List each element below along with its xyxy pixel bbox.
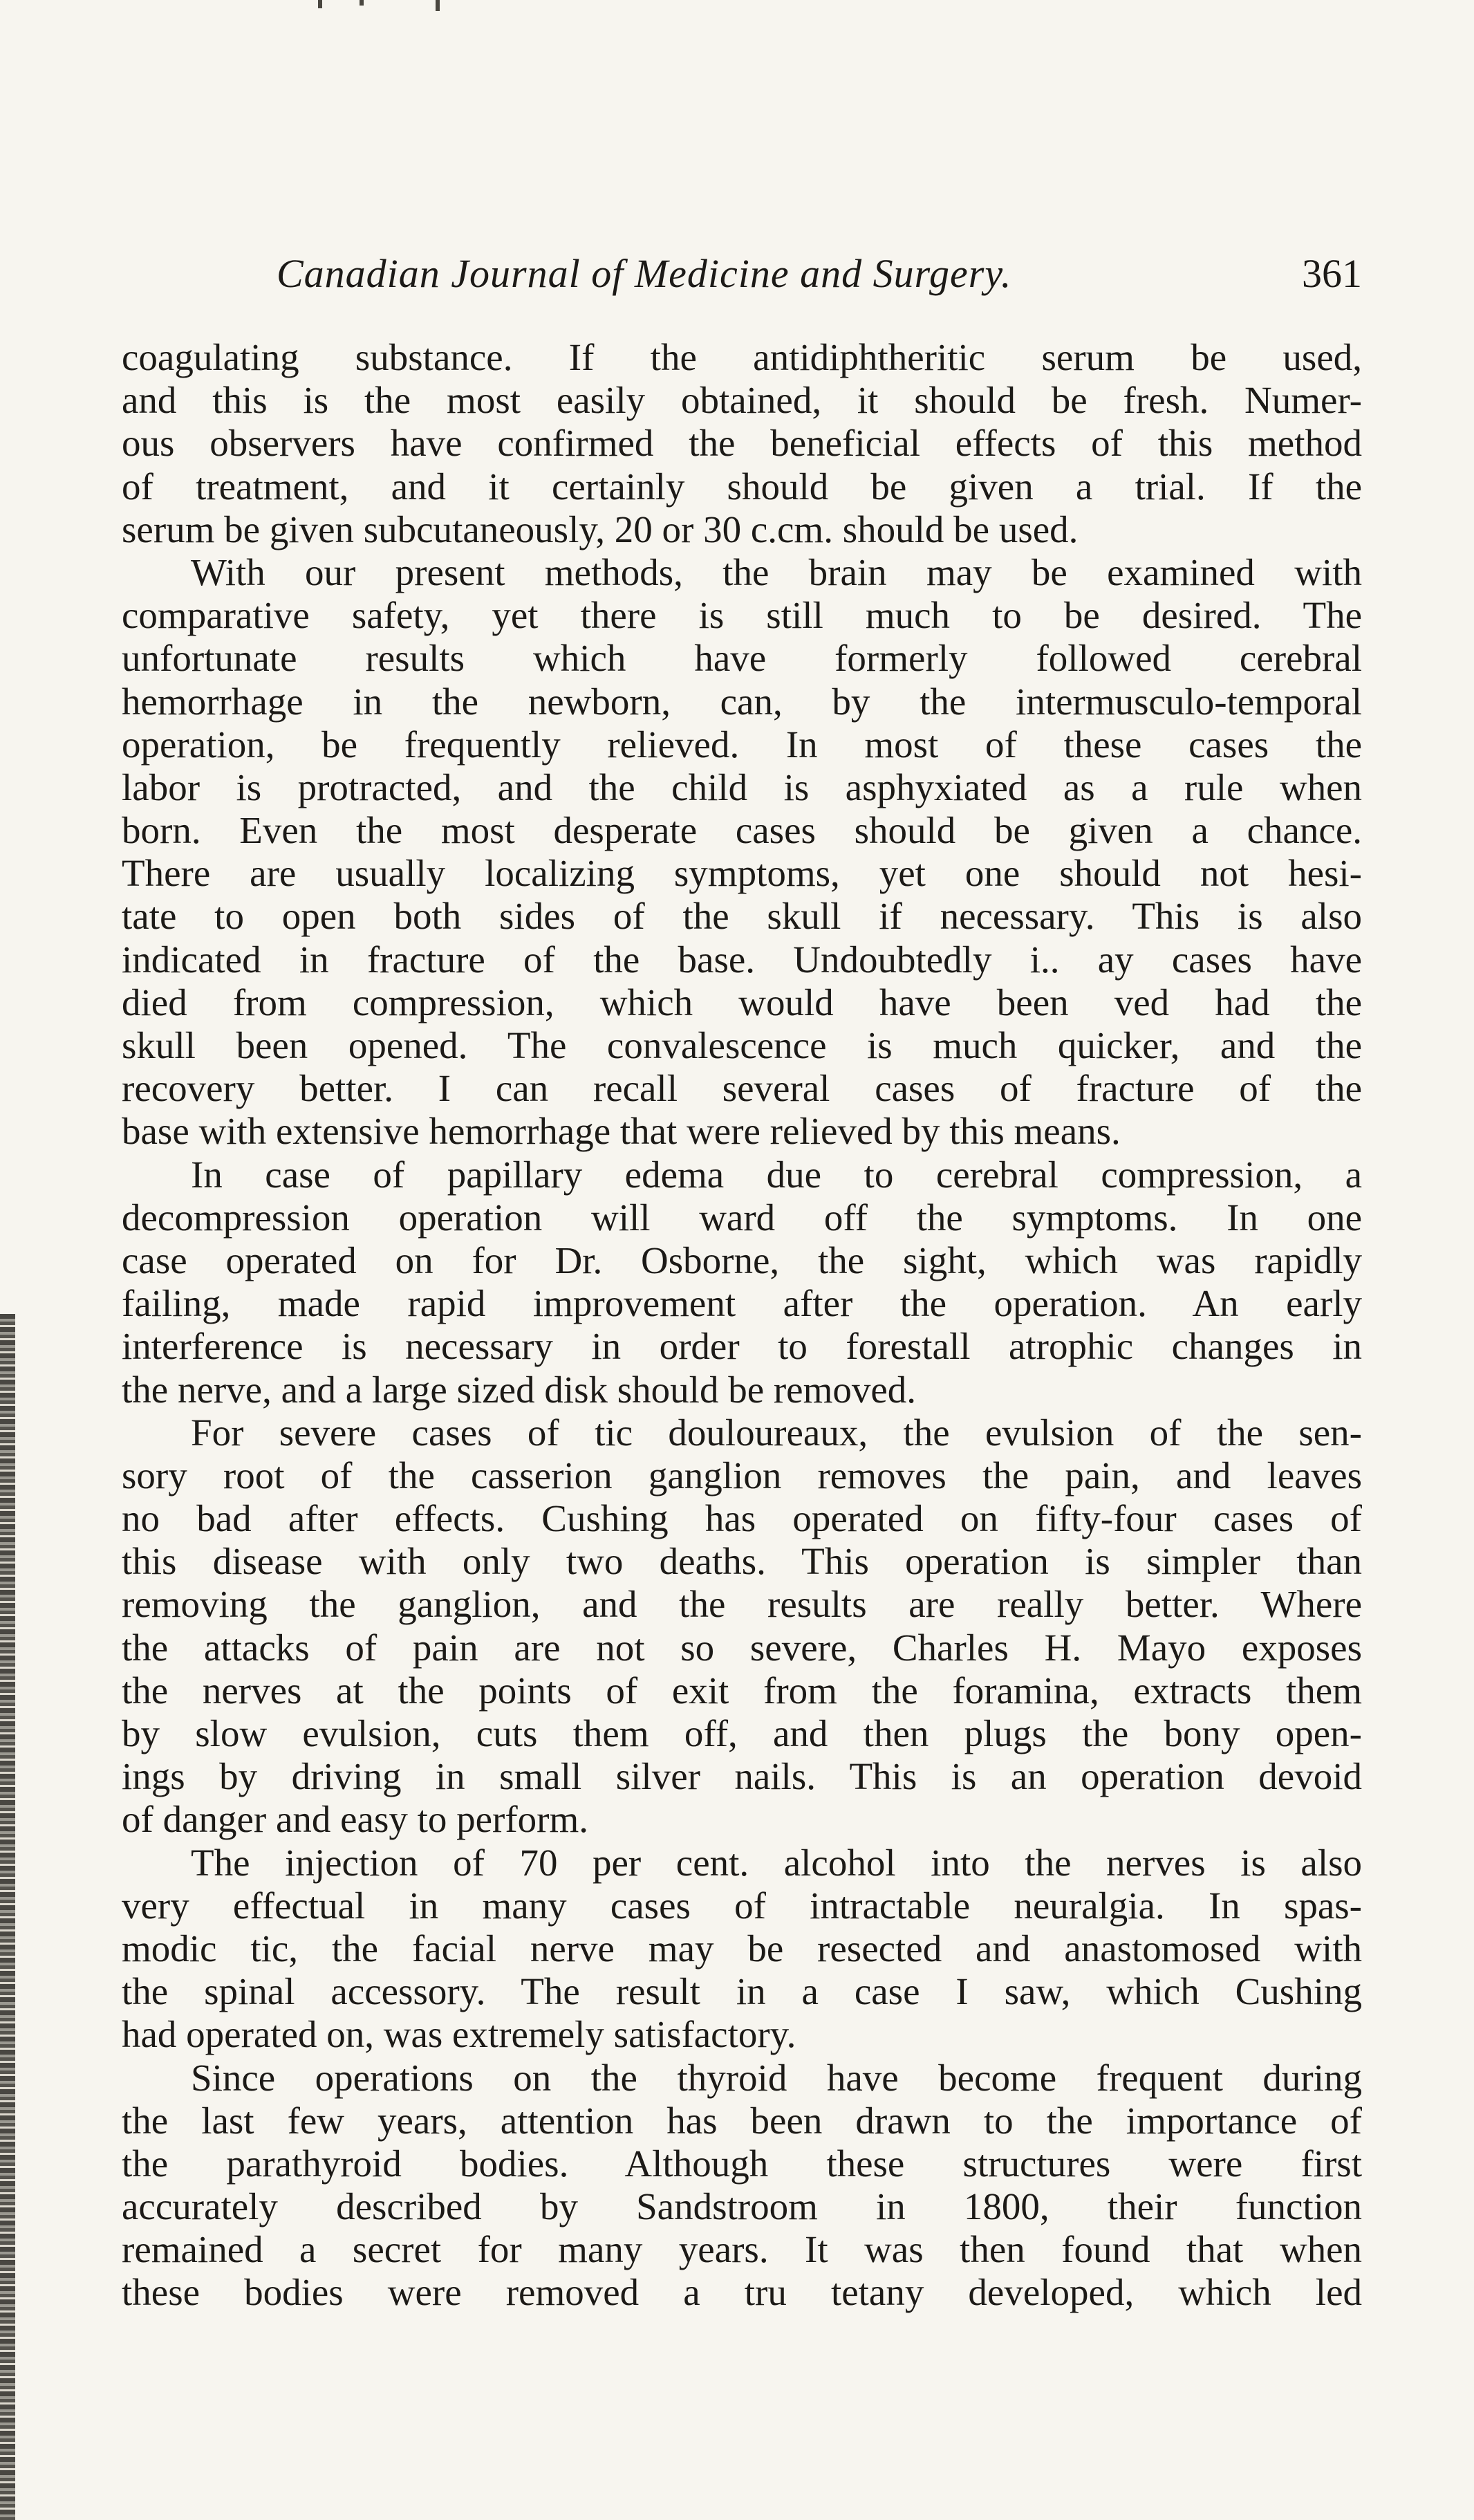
text-line: failing, made rapid improvement after the operation. An early xyxy=(122,1282,1362,1325)
text-line: this disease with only two deaths. This operation is simpler than xyxy=(122,1540,1362,1583)
binding-edge xyxy=(0,1314,15,2520)
text-line: accurately described by Sandstroom in 1800, their function xyxy=(122,2185,1362,2228)
text-line: modic tic, the facial nerve may be resected and anastomosed with xyxy=(122,1927,1362,1970)
text-line: comparative safety, yet there is still much to be desired. The xyxy=(122,594,1362,637)
text-line: of treatment, and it certainly should be given a trial. If the xyxy=(122,465,1362,508)
text-line: decompression operation will ward off the symptoms. In one xyxy=(122,1196,1362,1239)
text-line: born. Even the most desperate cases should be given a chance. xyxy=(122,809,1362,852)
text-line: hemorrhage in the newborn, can, by the intermusculo-temporal xyxy=(122,680,1362,723)
text-line: the nerves at the points of exit from the foramina, extracts them xyxy=(122,1669,1362,1712)
text-line: the nerve, and a large sized disk should be removed. xyxy=(122,1368,917,1411)
text-line: For severe cases of tic douloureaux, the evulsion of the sen- xyxy=(191,1411,1362,1454)
text-line: With our present methods, the brain may be examined with xyxy=(191,550,1362,593)
text-line: remained a secret for many years. It was then found that when xyxy=(122,2228,1362,2271)
text-line: the parathyroid bodies. Although these structures were first xyxy=(122,2142,1362,2185)
text-line: had operated on, was extremely satisfactory. xyxy=(122,2013,796,2056)
text-line: the last few years, attention has been drawn to the importance of xyxy=(122,2099,1362,2142)
text-line: recovery better. I can recall several cases of fracture of the xyxy=(122,1067,1362,1110)
text-line: of danger and easy to perform. xyxy=(122,1798,589,1841)
text-line: There are usually localizing symptoms, yet one should not hesi- xyxy=(122,852,1362,895)
text-line: ings by driving in small silver nails. This is an operation devoid xyxy=(122,1755,1362,1798)
article-body xyxy=(122,336,1362,2315)
text-line: very effectual in many cases of intractable neuralgia. In spas- xyxy=(122,1884,1362,1927)
text-line: sory root of the casserion ganglion removes the pain, and leaves xyxy=(122,1454,1362,1497)
text-line: Since operations on the thyroid have become frequent during xyxy=(191,2056,1362,2099)
scan-artifact-marks xyxy=(318,0,442,15)
text-line: the spinal accessory. The result in a case I saw, which Cushing xyxy=(122,1970,1362,2013)
text-line: removing the ganglion, and the results are really better. Where xyxy=(122,1583,1362,1626)
text-line: no bad after effects. Cushing has operated on fifty-four cases of xyxy=(122,1497,1362,1540)
text-line: In case of papillary edema due to cerebral compression, a xyxy=(191,1153,1362,1196)
text-line: indicated in fracture of the base. Undoubtedly i.. ay cases have xyxy=(122,938,1362,981)
text-line: the attacks of pain are not so severe, Charles H. Mayo exposes xyxy=(122,1626,1362,1669)
text-line: interference is necessary in order to forestall atrophic changes in xyxy=(122,1325,1362,1368)
text-line: operation, be frequently relieved. In most of these cases the xyxy=(122,723,1362,766)
text-line: by slow evulsion, cuts them off, and then plugs the bony open- xyxy=(122,1712,1362,1754)
text-line: skull been opened. The convalescence is much quicker, and the xyxy=(122,1024,1362,1066)
journal-title: Canadian Journal of Medicine and Surgery. xyxy=(277,251,1012,296)
text-line: coagulating substance. If the antidiphtheritic serum be used, xyxy=(122,336,1362,378)
running-head xyxy=(277,250,1362,306)
text-line: tate to open both sides of the skull if necessary. This is also xyxy=(122,895,1362,938)
page-number: 361 xyxy=(1302,251,1362,296)
text-line: serum be given subcutaneously, 20 or 30 c.cm. should be used. xyxy=(122,508,1079,550)
text-line: and this is the most easily obtained, it should be fresh. Numer- xyxy=(122,379,1362,422)
text-line: died from compression, which would have been ved had the xyxy=(122,981,1362,1023)
text-line: base with extensive hemorrhage that were relieved by this means. xyxy=(122,1110,1121,1153)
text-line: ous observers have confirmed the beneficial effects of this method xyxy=(122,422,1362,465)
text-line: unfortunate results which have formerly followed cerebral xyxy=(122,637,1362,680)
text-line: case operated on for Dr. Osborne, the sight, which was rapidly xyxy=(122,1239,1362,1281)
text-line: labor is protracted, and the child is asphyxiated as a rule when xyxy=(122,766,1362,808)
text-line: The injection of 70 per cent. alcohol into the nerves is also xyxy=(191,1841,1362,1884)
text-line: these bodies were removed a tru tetany developed, which led xyxy=(122,2271,1362,2314)
